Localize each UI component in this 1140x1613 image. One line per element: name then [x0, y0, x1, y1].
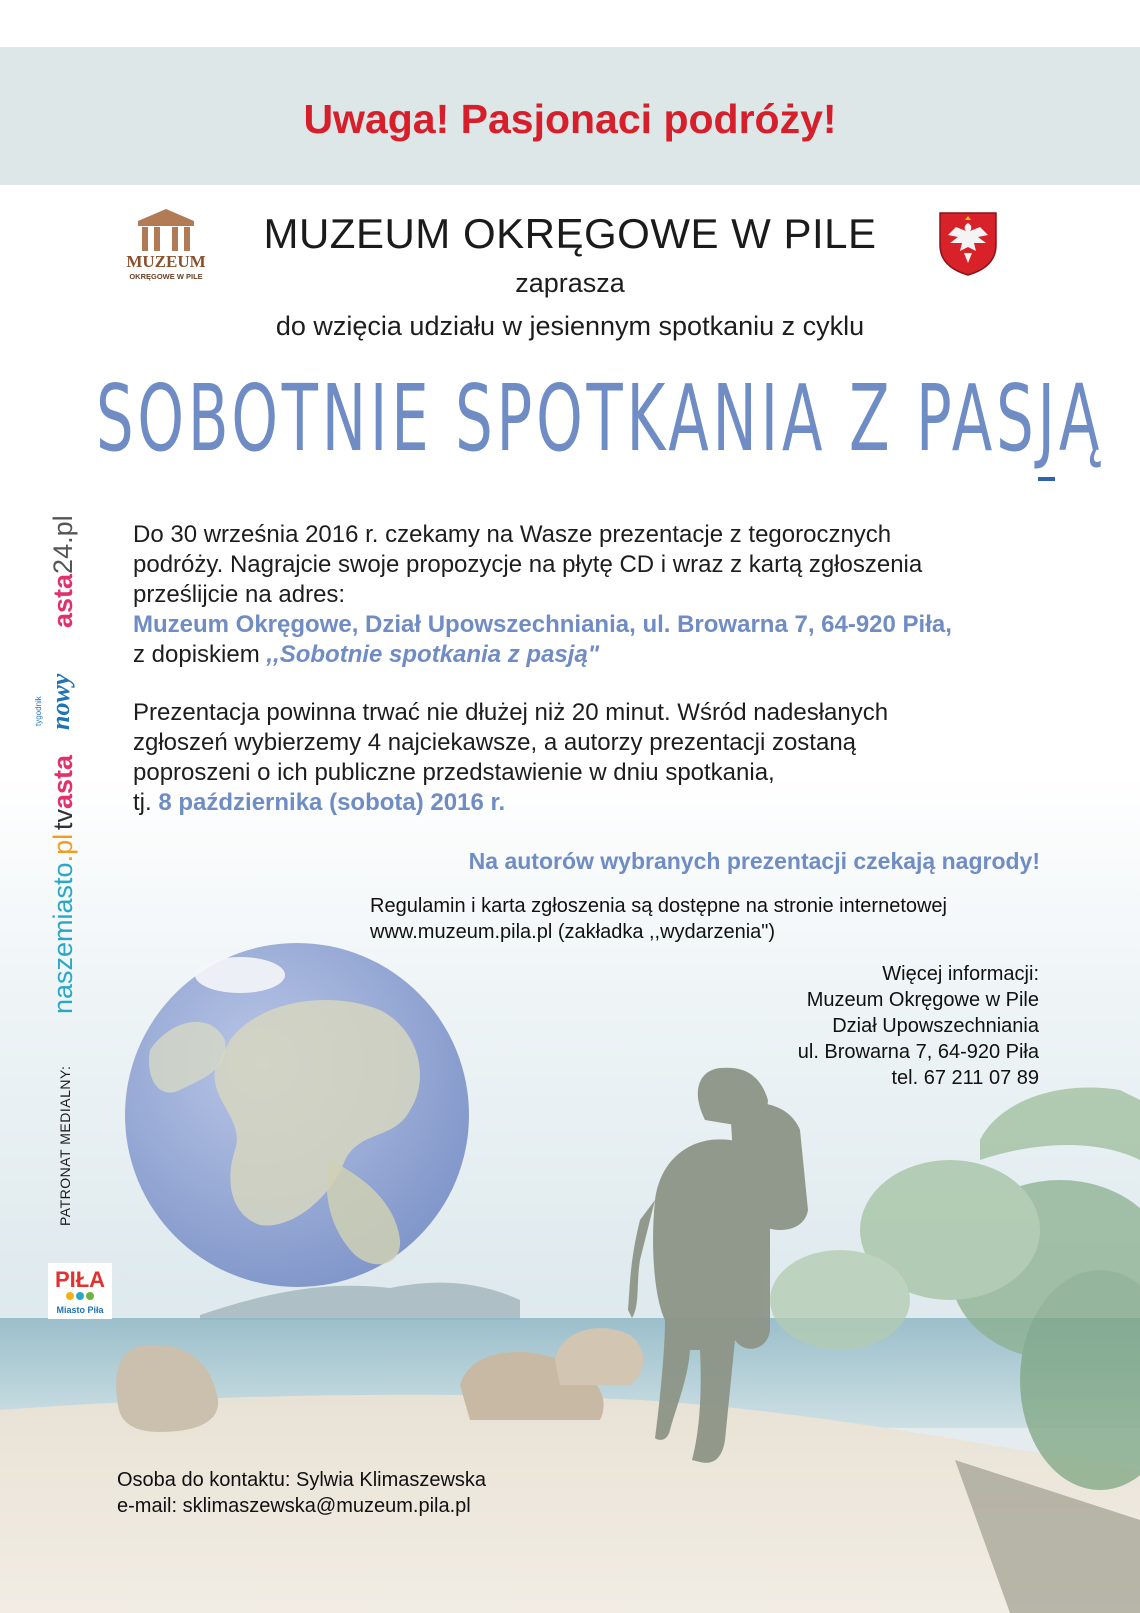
title-underline-mark	[1038, 477, 1055, 481]
para2-line3: poproszeni o ich publiczne przedstawienie w dniu spotkania,	[133, 759, 775, 786]
media-logo-tvasta	[48, 755, 79, 830]
para1-line1: Do 30 września 2016 r. czekamy na Wasze prezentacje z tegorocznych	[133, 521, 892, 548]
globe-illustration	[125, 943, 469, 1287]
pila-logo-caption: Miasto Piła	[56, 1305, 104, 1315]
paragraph-submission	[133, 520, 1063, 670]
para2-line2: zgłoszeń wybierzemy 4 najciekawsze, a autorzy prezentacji zostaną	[133, 729, 857, 756]
info-line2: Dział Upowszechniania	[832, 1015, 1039, 1037]
invite-line-1: zaprasza	[515, 268, 625, 298]
media-logo-tygodnik-label: tygodnik	[34, 696, 43, 726]
date-prefix: tj.	[133, 789, 159, 816]
pila-logo-text: PIŁA	[54, 1267, 106, 1292]
info-phone: tel. 67 211 07 89	[891, 1067, 1039, 1089]
para1-line3: prześlijcie na adres:	[133, 581, 346, 608]
media-logo-naszemiasto	[48, 834, 79, 1014]
info-line1: Muzeum Okręgowe w Pile	[806, 989, 1039, 1011]
note-quote: ,,Sobotnie spotkania z pasją"	[266, 641, 600, 668]
contact-block	[117, 1467, 577, 1519]
asta-suffix: 24.pl	[48, 515, 78, 574]
para1-note	[133, 640, 1063, 670]
postal-address: Muzeum Okręgowe, Dział Upowszechniania, ul. Browarna 7, 64-920 Piła,	[133, 611, 952, 638]
museum-logo-subtext: OKRĘGOWE W PILE	[129, 272, 203, 281]
tv-part: tv	[48, 808, 78, 830]
museum-logo-text: MUZEUM	[126, 252, 206, 271]
nasze-part: naszemiasto	[48, 862, 78, 1014]
rules-line1: Regulamin i karta zgłoszenia są dostępne na stronie internetowej	[370, 895, 948, 917]
rules-link[interactable]: www.muzeum.pila.pl (zakładka ,,wydarzenia")	[370, 921, 776, 943]
info-heading: Więcej informacji:	[882, 963, 1039, 985]
patronat-label: PATRONAT MEDIALNY:	[57, 1065, 73, 1226]
tv-asta-part: asta	[48, 754, 78, 809]
media-logo-asta24	[48, 515, 79, 628]
banner-title: Uwaga! Pasjonaci podróży!	[303, 96, 837, 142]
nasze-suffix: .pl	[48, 833, 78, 863]
para1-line2: podróży. Nagrajcie swoje propozycje na płytę CD i wraz z kartą zgłoszenia	[133, 551, 923, 578]
cycle-title: SOBOTNIE SPOTKANIA Z PASJĄ	[96, 366, 1104, 473]
info-line3: ul. Browarna 7, 64-920 Piła	[797, 1041, 1039, 1063]
note-prefix: z dopiskiem	[133, 641, 267, 668]
museum-name: MUZEUM OKRĘGOWE W PILE	[263, 210, 877, 257]
paragraph-presentation	[133, 698, 1063, 818]
contact-person: Osoba do kontaktu: Sylwia Klimaszewska	[117, 1469, 487, 1491]
para2-line1: Prezentacja powinna trwać nie dłużej niż 20 minut. Wśród nadesłanych	[133, 699, 889, 726]
asta-part: asta	[48, 573, 78, 628]
pila-city-logo	[48, 1263, 112, 1319]
invite-line-2: do wzięcia udziału w jesiennym spotkaniu z cyklu	[275, 311, 865, 341]
prize-announcement: Na autorów wybranych prezentacji czekają nagrody!	[468, 848, 1040, 874]
contact-email[interactable]: e-mail: sklimaszewska@muzeum.pila.pl	[117, 1495, 471, 1517]
more-info-block	[700, 961, 1039, 1091]
rules-info	[370, 893, 1050, 945]
para2-date-line	[133, 788, 1063, 818]
event-date: 8 października (sobota) 2016 r.	[158, 789, 506, 816]
media-logo-nowy: nowy	[46, 673, 75, 730]
